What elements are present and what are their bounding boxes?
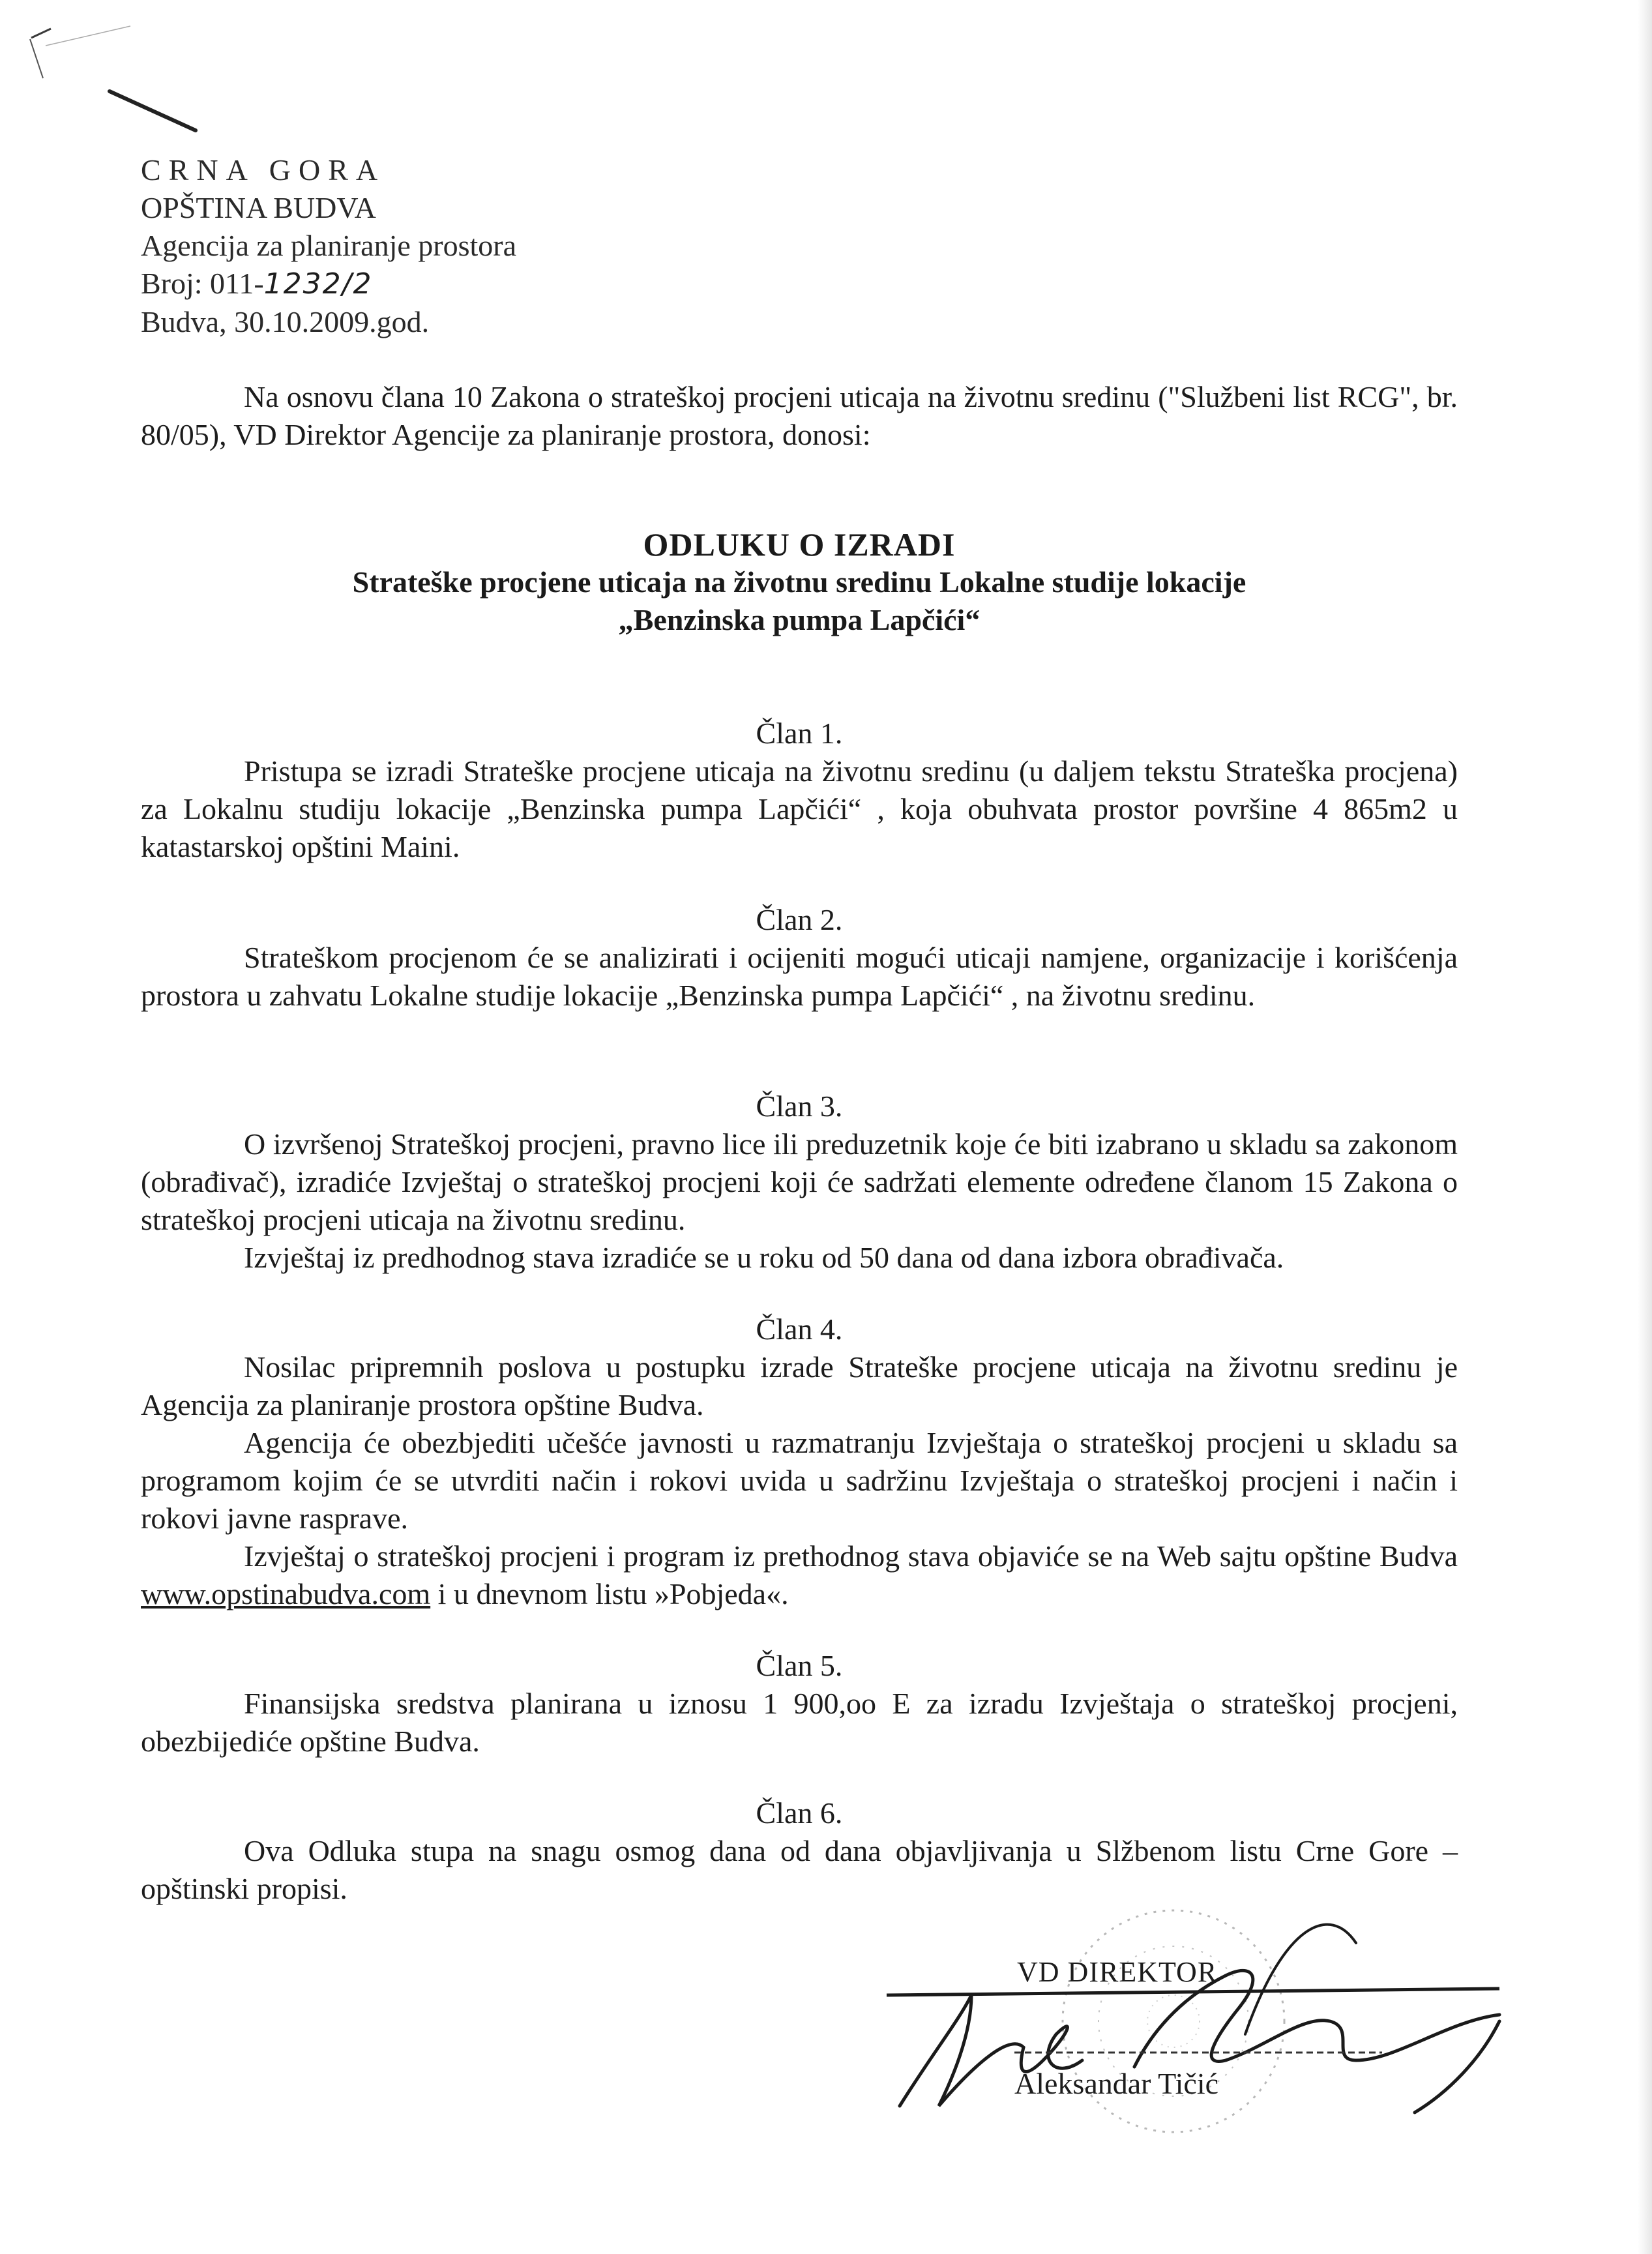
pen-mark-icon	[0, 0, 235, 156]
article-paragraph: Finansijska sredstva planirana u iznosu 1 900,oo E za izradu Izvještaja o strateškoj procjeni, obezbijediće opštine Budva.	[141, 1687, 1458, 1758]
article-paragraph: Ova Odluka stupa na snagu osmog dana od dana objavljivanja u Slžbenom listu Crne Gore – opštinski propisi.	[141, 1834, 1458, 1905]
article-paragraph: Izvještaj iz predhodnog stava izradiće se u roku od 50 dana od dana izbora obrađivača.	[244, 1241, 1284, 1274]
article-heading: Član 5.	[756, 1649, 843, 1682]
article-heading: Član 6.	[756, 1796, 843, 1830]
article-1	[141, 715, 1458, 866]
decision-title-subject: Strateške procjene uticaja na životnu sredinu Lokalne studije lokacije	[352, 565, 1246, 599]
article-2	[141, 901, 1458, 1015]
reference-number	[141, 265, 516, 303]
document-header	[141, 151, 516, 341]
reference-number-handwritten: 1232/2	[263, 267, 373, 301]
link-outro-text: i u dnevnom listu »Pobjeda«.	[430, 1577, 789, 1610]
country-name: CRNA GORA	[141, 153, 386, 186]
scan-edge	[1638, 0, 1652, 2254]
agency-name: Agencija za planiranje prostora	[141, 229, 517, 262]
article-heading: Član 4.	[756, 1312, 843, 1346]
website-link[interactable]: www.opstinabudva.com	[141, 1577, 431, 1610]
article-paragraph-with-link	[141, 1537, 1458, 1613]
signatory-name: Aleksandar Tičić	[1014, 2067, 1219, 2100]
municipality-name: OPŠTINA BUDVA	[141, 191, 376, 224]
place-date: Budva, 30.10.2009.god.	[141, 305, 430, 338]
article-4	[141, 1311, 1458, 1613]
signatory-role: VD DIREKTOR	[1017, 1956, 1218, 1988]
decision-title-main: ODLUKU O IZRADI	[643, 526, 956, 563]
link-intro-text: Izvještaj o strateškoj procjeni i program iz prethodnog stava objaviće se na Web sajtu opštine Budva	[244, 1539, 1458, 1573]
article-heading: Član 3.	[756, 1090, 843, 1123]
article-paragraph: Pristupa se izradi Strateške procjene uticaja na životnu sredinu (u daljem tekstu Strateška procjena) za Lokalnu studiju lokacije „Benzinska pumpa Lapčići“ , koja obuhvata prostor površine 4 865m2 u katastarskoj opštini Maini.	[141, 754, 1458, 863]
preamble	[141, 378, 1458, 454]
article-3	[141, 1088, 1458, 1277]
article-paragraph: Nosilac pripremnih poslova u postupku izrade Strateške procjene uticaja na životnu sredinu je Agencija za planiranje prostora opštine Budva.	[141, 1350, 1458, 1421]
article-paragraph: O izvršenoj Strateškoj procjeni, pravno lice ili preduzetnik koje će biti izabrano u skladu sa zakonom (obrađivač), izradiće Izvještaj o strateškoj procjeni koji će sadržati elemente određene članom 15 Zakona o strateškoj procjeni uticaja na životnu sredinu.	[141, 1127, 1458, 1236]
article-heading: Član 1.	[756, 717, 843, 750]
signature-block	[861, 1884, 1545, 2184]
article-paragraph: Strateškom procjenom će se analizirati i ocijeniti mogući uticaji namjene, organizacije i korišćenja prostora u zahvatu Lokalne studije lokacije „Benzinska pumpa Lapčići“ , na životnu sredinu.	[141, 941, 1458, 1012]
article-paragraph: Agencija će obezbjediti učešće javnosti u razmatranju Izvještaja o strateškoj procjeni u skladu sa programom kojim će se utvrditi način i rokovi uvida u sadržinu Izvještaja o strateškoj procjeni i način i rokovi javne rasprave.	[141, 1426, 1458, 1535]
decision-title-location: „Benzinska pumpa Lapčići“	[618, 603, 981, 636]
decision-title	[141, 526, 1458, 639]
preamble-text: Na osnovu člana 10 Zakona o strateškoj procjeni uticaja na životnu sredinu ("Službeni list RCG", br. 80/05), VD Direktor Agencije za planiranje prostora, donosi:	[141, 380, 1458, 451]
handwritten-signature-icon	[861, 1884, 1545, 2184]
article-5	[141, 1647, 1458, 1760]
reference-number-label: Broj: 011-	[141, 267, 264, 300]
article-heading: Član 2.	[756, 903, 843, 936]
